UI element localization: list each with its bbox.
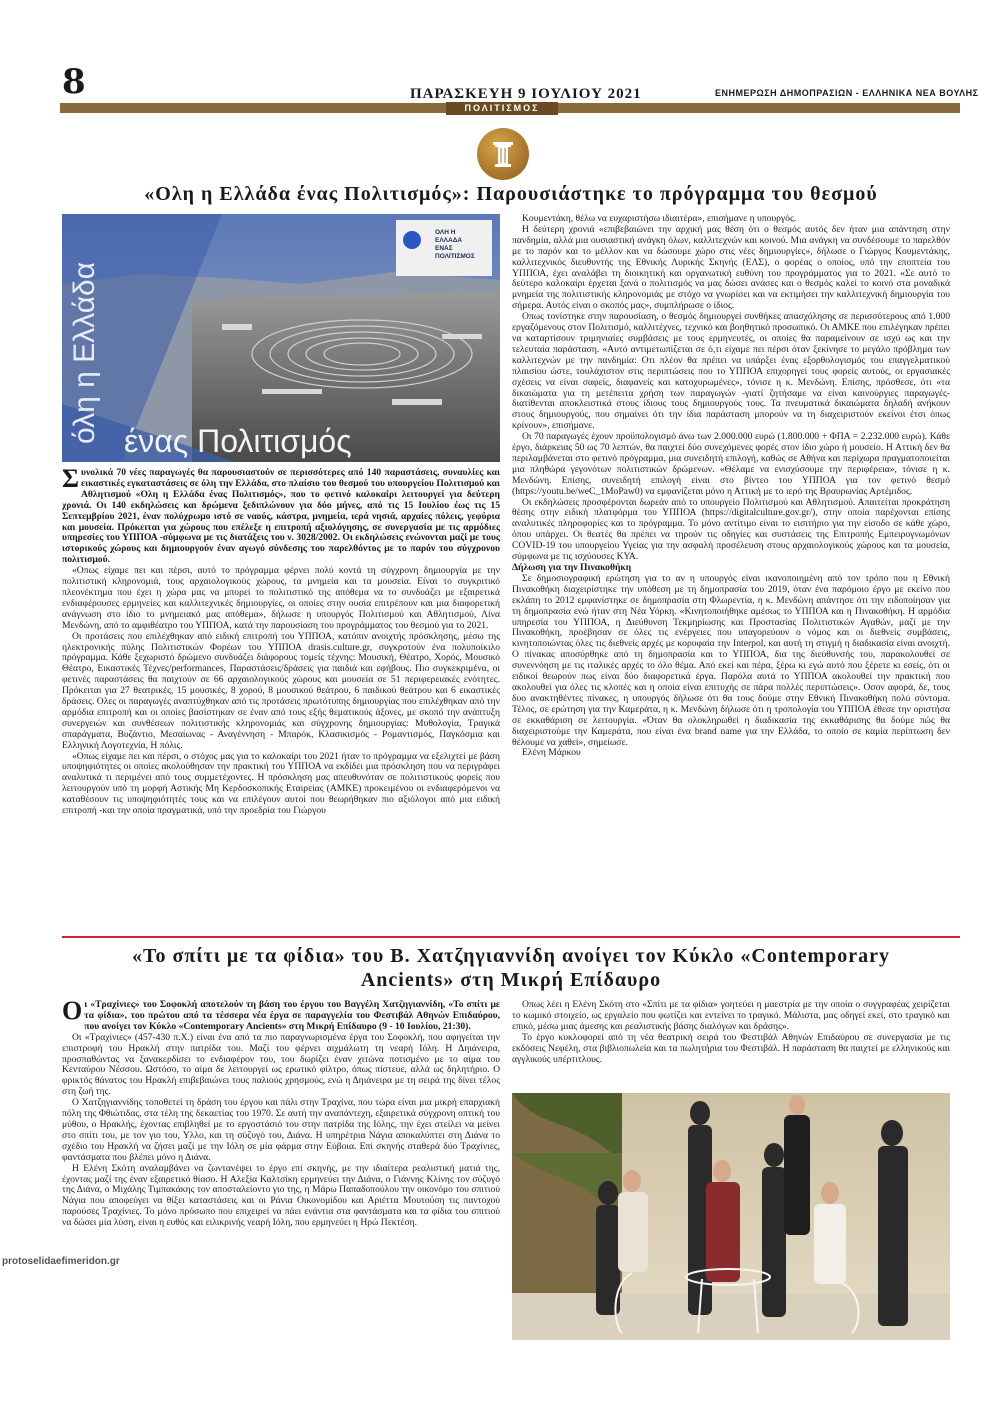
article2-left-column	[62, 996, 500, 1229]
paragraph: Ο Χατζηγιαννίδης τοποθετεί τη δράση του έργου και πάλι στην Τραχίνα, που τώρα είναι μια μικρή επαρχιακή πόλη της Φθιώτιδας, στα τέλη της δεκαετίας του 1970. Σε αυτή την αναπάντεχη, εξαιρετικά σύγχρονη οπτική του μύθου, ο Ηρακλής, έχοντας επιβληθεί με το εργοστάσιό του στην πατρίδα της Ιόλης, την έχει στείλει να μείνει στο σπίτι του, με τον γιο του, Υλλο, και τη σύζυγό του, Διάνα. Η υπηρέτρια Νάγια αποκαλύπτει στη Διάνα το σχέδιο του Ηρακλή να ζήσει μαζί με την Ιόλη σε μία φάρμα στην Εύβοια. Επί σκηνής σταθερά δύο Τραχίνιες, φαντάσματα που βλέπει μόνο η Διάνα.	[62, 1097, 500, 1163]
column-emblem-icon	[477, 128, 529, 180]
dropcap: Ο	[62, 996, 83, 1025]
paragraph: Η δεύτερη χρονιά «επιβεβαιώνει την αρχική μας θέση ότι ο θεσμός αυτός δεν ήταν μια απάντηση στην πανδημία, αλλά μια ουσιαστική ανάγκη όλων, καλλιτεχνών και κοινού. Μια ανάγκη να συνδέσουμε το παρελθόν με το παρόν και το μέλλον και να δώσουμε χώρο στις νέες δημιουργίες», δήλωσε ο Γιώργος Κουμεντάκης, καλλιτεχνικός διευθυντής της Εθνικής Λυρικής Σκηνής (ΕΛΣ), ο φορέας ο οποίος, υπό την εποπτεία του ΥΠΠΟΑ, έχει αναλάβει τη διοικητική και οργανωτική ευθύνη του προγράμματος για το 2021. «Σε αυτό το δεύτερο καλοκαίρι έρχεται ξανά ο πολιτισμός να μας δώσει ανάσες και ο θεσμός καλεί το κοινό στα μοναδικά μνημεία της πολιτιστικής κληρονομιάς με στόχο να γνωρίσει και να εκτιμήσει την καλλιτεχνική δημιουργία του σήμερα. Αυτός είναι ο σκοπός μας», συμπλήρωσε ο ίδιος.	[512, 223, 950, 312]
photo-vertical-text: όλη η Ελλάδα	[68, 261, 101, 444]
article2-headline-line2: Ancients» στη Μικρή Επίδαυρο	[360, 969, 662, 991]
article1-photo	[62, 214, 500, 462]
article1-right-column	[512, 214, 950, 759]
paragraph: «Οπως είχαμε πει και πέρσι, αυτό το πρόγραμμα φέρνει πολύ κοντά τη σύγχρονη δημιουργία με την πολιτιστική κληρονομιά, τους αρχαιολογικούς χώρους, τα μνημεία και τα μουσεία. Είναι το συγκριτικό πλεονέκτημα που έχει η χώρα μας να μπορεί το πολιτιστικό της απόθεμα να το συνδυάζει με εξαιρετικά ενδιαφέρουσες ερμηνείες και καλλιτεχνικές δημιουργίες, οι οποίες στην ουσία επιτρέπουν και μια διαφορετική ανάγνωση στο ίδιο το μνημειακό μας απόθεμα», δήλωσε η υπουργός Πολιτισμού και Αθλητισμού, Λίνα Μενδώνη, από το αμφιθέατρο του ΥΠΠΟΑ, κατά την παρουσίαση του προγράμματος του θεσμού για το 2021.	[62, 565, 500, 631]
article2-headline-line1: «Το σπίτι με τα φίδια» του Β. Χατζηγιαννίδη ανοίγει τον Κύκλο «Contemporary	[131, 945, 891, 967]
logo-line-1: ΟΛΗ Η	[435, 229, 456, 236]
subheading: Δήλωση για την Πινακοθήκη	[512, 562, 632, 573]
paragraph: Το έργο κυκλοφορεί από τη νέα θεατρική σειρά του Φεστιβάλ Αθηνών Επιδαύρου σε συνεργασία με τις εκδόσεις Νεφέλη, στα βιβλιοπωλεία και τα πωλητήρια του Φεστιβάλ. Η παράσταση θα παιχτεί με ελληνικούς και αγγλικούς υπέρτιτλους.	[512, 1031, 950, 1065]
logo-line-2: ΕΛΛΑΔΑ	[435, 237, 463, 244]
logo-line-4: ΠΟΛΙΤΙΣΜΟΣ	[435, 253, 475, 260]
paragraph: Η Ελένη Σκότη αναλαμβάνει να ζωντανέψει το έργο επί σκηνής, με την ιδιαίτερα ρεαλιστική ματιά της, έχοντας μαζί της έναν εξαιρετικό θίασο. Η Αλεξία Καλτσίκη ερμηνεύει την Διάνα, ο Γιάννης Κλίνης τον σύζυγό της Διάνα, ο Μιχάλης Τιμπακάκης τον αποσταλείοντο γιο της, η Μάρω Παπαδοπούλου την οικονόμο του σπιτιού Νάγια που αποφεύγει να θίξει καταστάσεις και οι Ράνια Οικονομίδου και Αριέττα Μουτούση τις παντοχού παρούσες Τραχίνιες. Το μόνο πρόσωπο που επιχειρεί να πάει ενάντια στα φαντάσματα και τα φίδια του σπιτιού να δώσει μία λύση, είναι η ευθύς και ειλικρινής νεαρή Ιόλη, που ερμηνεύει η Ηρώ Πεκτέση.	[62, 1162, 500, 1229]
issue-date: ΠΑΡΑΣΚΕΥΗ 9 ΙΟΥΛΙΟΥ 2021	[410, 86, 642, 102]
paragraph: Οι εκδηλώσεις προσφέρονται δωρεάν από το υπουργείο Πολιτισμού και Αθλητισμού. Απαιτείται προκράτηση θέσης στην ειδική πλατφόρμα του ΥΠΠΟΑ (https://digitalculture.gov.gr/), στην οποία παρέχονται επίσης αναλυτικές πληροφορίες και το πρόγραμμα. Το μόνο αντίτιμο είναι το εισιτήριο για την είσοδο σε κάθε χώρο, όπου υπάρχει. Οι θεατές θα πρέπει να τηρούν τις οδηγίες και συστάσεις της Επιτροπής Εμπειρογνωμόνων COVID-19 του υπουργείου Υγείας για την ασφαλή προσέλευση στους αρχαιολογικούς χώρους και τα μουσεία, σύμφωνα με τις ισχύουσες ΚΥΑ.	[512, 496, 950, 563]
paragraph: Σε δημοσιογραφική ερώτηση για το αν η υπουργός είναι ικανοποιημένη από τον τρόπο που η Εθνική Πινακοθήκη διαχειρίστηκε την υπόθεση με τη δημοπρασία του 2019, όταν ένα παρόμοιο έργο με εκείνο που εκλάπη το 2012 εμφανίστηκε σε δημοπρασία στη Φλωρεντία, η κ. Μενδώνη απάντησε ότι την ειδοποίησαν για τη δημοπρασία ενώ ήταν στη Νέα Υόρκη. «Κινητοποιήθηκε αμέσως το ΥΠΠΟΑ και η Πινακοθήκη. Η αρμόδια υπηρεσία του ΥΠΠΟΑ, η Διεύθυνση Τεκμηρίωσης και Προστασίας Πολιτιστικών Αγαθών, μαζί με την Πινακοθήκη, προέβησαν σε όλες τις ενέργειες που υπαγορεύουν ο νόμος και οι διεθνείς συμβάσεις, κινητοποιώντας όλες τις διεθνείς αρχές με κορυφαία την Interpol, και αυτή τη στιγμή η διαδικασία είναι ανοιχτή. Ο πίνακας αποσύρθηκε από τη δημοπρασία και το ΥΠΠΟΑ, δια της διεύθυνσής του, παρακολουθεί σε συνεννόηση με τις ιταλικές αρχές το όλο θέμα. Από εκεί και πέρα, ξέρω κι εγώ αυτό που ξέρετε κι εσείς, ότι οι ειδικοί θεωρούν πως είναι δύο διαφορετικά έργα. Παρόλα αυτά το ΥΠΠΟΑ ακολουθεί την πρακτική που ακολουθεί για όλες τις κλοπές και η οποία είναι επιτυχής σε πάρα πολλές περιπτώσεις». Οσον αφορά, δε, τους δυο ανακτηθέντες πίνακες, η υπουργός δήλωσε ότι θα τους δούμε στην Εθνική Πινακοθήκη πολύ σύντομα. Τέλος, σε ερώτηση για την Καμεράτα, η κ. Μενδώνη δήλωσε ότι η τροπολογία του ΥΠΠΟΑ έθεσε την οριστήσα σε εκκαθάριση σε λειτουργία. «Όταν θα ολοκληρωθεί η διαδικασία της εκκαθάρισης θα δούμε πώς θα διαχειριστούμε την Καμεράτα, που είναι ένα brand name για την Ελλάδα, το οποίο σε καμία περίπτωση δεν θέλουμε να χαθεί», σημείωσε.	[512, 572, 950, 748]
paragraph: Οι «Τραχίνιες» (457-430 π.Χ.) είναι ένα από τα πιο παραγνωρισμένα έργα του Σοφοκλή, που αφηγείται την επιστροφή του Ηρακλή στην πατρίδα του. Μαζί του φέρνει αιχμάλωτη τη νεαρή Ιόλη. Η Δηιάνειρα, προσπαθώντας να ξανακερδίσει το ενδιαφέρον του, του δωρίζει έναν χιτώνα ποτισμένο με το αίμα του Κενταύρου Νέσσου. Ωστόσο, το αίμα δε λειτουργεί ως ερωτικό φίλτρο, όπως πίστευε, αλλά ως δηλητήριο. Ο φρικτός θάνατος του Ηρακλή επιβεβαιώνει τους παλιούς χρησμούς, ενώ η Δηιάνειρα με τη σειρά της δίνει τέλος στη ζωή της.	[62, 1031, 500, 1098]
section-tag: ΠΟΛΙΤΙΣΜΟΣ	[446, 102, 558, 115]
article2-cast-photo	[512, 1093, 950, 1340]
photo-bottom-text: ένας Πολιτισμός	[124, 423, 352, 459]
article2-lead: ι «Τραχίνιες» του Σοφοκλή αποτελούν τη βάση του έργου του Βαγγέλη Χατζηγιαννίδη, «Το σπίτι με τα φίδια», του πρώτου από τα τέσσερα νέα έργα σε παραγγελία του Φεστιβάλ Αθηνών Επιδαύρου, που ανοίγει τον Κύκλο «Contemporary Ancients» στη Μικρή Επίδαυρο (9 - 10 Ιουλίου, 21:30).	[84, 999, 500, 1032]
article1-headline: «Ολη η Ελλάδα ένας Πολιτισμός»: Παρουσιάστηκε το πρόγραμμα του θεσμού	[144, 183, 878, 205]
paragraph: Οι 70 παραγωγές έχουν προϋπολογισμό άνω των 2.000.000 ευρώ (1.800.000 + ΦΠΑ = 2.232.000 ευρώ). Κάθε έργο, διάρκειας 50 ως 70 λεπτών, θα παιχτεί δύο συνεχόμενες φορές στον ίδιο χώρο ή μουσείο. Η Αττική δεν θα περιλαμβάνεται στο φετινό πρόγραμμα, μια συνειδητή επιλογή, καθώς σε Αθήνα και περίχωρα πραγματοποιείται μια πληθώρα γεγονότων πολιτιστικών δρώμενων. «Θέλαμε να ενισχύσουμε την περιφέρεια», τόνισε η κ. Μενδώνη. Επίσης, συνειδητή επιλογή είναι στο βίντεο του ΥΠΠΟΑ για τον φετινό θεσμό (https://youtu.be/weC_1MoPaw0) να εμφανίζεται μόνο η Αττική με το ιερό της Βραυρωνίας Αρτέμιδος.	[512, 431, 950, 497]
article2-headline	[62, 944, 960, 992]
newspaper-name: ΕΝΗΜΕΡΩΣΗ ΔΗΜΟΠΡΑΣΙΩΝ - ΕΛΛΗΝΙΚΑ ΝΕΑ ΒΟΥΛΗΣ	[715, 88, 979, 98]
article1-left-column	[62, 464, 500, 817]
paragraph: Οπως τονίστηκε στην παρουσίαση, ο θεσμός δημιουργεί συνθήκες απασχόλησης σε περισσότερους από 1.000 εργαζόμενους στον Πολιτισμό, καλλιτέχνες, τεχνικό και βοηθητικό προσωπικό. Οι ΑΜΚΕ που επιλέγηκαν πρέπει να καταρτίσουν τριμηνιαίες συμβάσεις με τους ερμηνευτές, οι οποίες θα παραμείνουν σε ισχύ ως και την τελευταία παράσταση. «Αυτό αντιμετωπίζεται σε ό,τι είχαμε πει πέρσι όταν ξεκίνησε το μεγάλο πρόβλημα των καλλιτεχνών με την πανδημία: Οτι πλέον θα πρέπει να υπάρξει ένας εξορθολογισμός του επαγγελματικού πλαισίου ώστε, τουλάχιστον στις περιπτώσεις που το ΥΠΠΟΑ επιχορηγεί τους φορείς αυτούς, οι εργασιακές σχέσεις να είναι σαφείς, διαφανείς και κατοχυρωμένες», τόνισε η κ. Μενδώνη. Επίσης, πρόσθεσε, ότι «τα δικαιώματα για τη μετέπειτα χρήση των παραγωγών -γιατί ζητήσαμε να είναι καινούργιες παραγωγές- διατίθενται αποκλειστικά στους ίδιους τους δημιουργούς τους. Τα πνευματικά δικαιώματα δηλαδή ανήκουν στους δημιουργούς, που σημαίνει ότι την ίδια παράσταση μπορούν να τη διαχειριστούν εκείνοι έτσι όπως κρίνουν», επισήμανε.	[512, 311, 950, 432]
paragraph: Οπως λέει η Ελένη Σκότη στο «Σπίτι με τα φίδια» γοητεύει η μαεστρία με την οποία ο συγγραφέας χειρίζεται το κωμικό στοιχείο, ως εργαλείο που φωτίζει και εντείνει το τραγικό. Μάλιστα, μας οδηγεί εκεί, στο τραγικό και επικό, μέσω μιας άμεσης και ρεαλιστικής βάσης διαλόγων και δράσης».	[512, 999, 950, 1032]
dropcap: Σ	[62, 464, 79, 493]
paragraph: Κουμεντάκη, θέλω να ευχαριστήσω ιδιαιτέρα», επισήμανε η υπουργός.	[522, 213, 797, 224]
article1-lead: υνολικά 70 νέες παραγωγές θα παρουσιαστούν σε περισσότερες από 140 παραστάσεις, συναυλίες και εικαστικές εγκαταστάσεις σε όλη την Ελλάδα, στο πλαίσιο του θεσμού του υπουργείου Πολιτισμού και Αθλητισμού «Ολη η Ελλάδα ένας Πολιτισμός», που το φετινό καλοκαίρι λειτουργεί για δεύτερη χρονιά. Οι 140 εκδηλώσεις και δρώμενα ξεδιπλώνουν για δύο μήνες, από τις 15 Ιουλίου έως τις 15 Σεπτεμβρίου 2021, έναν πολύχρωμο ιστό σε ναούς, κάστρα, μνημεία, ιερά νησιά, αρχαίες πόλεις, γεφύρια και μουσεία. Πρόκειται για χώρους που επέλεξε η επιτροπή αξιολόγησης, σε συνεργασία με τις αρμόδιες υπηρεσίες του ΥΠΠΟΑ -σύμφωνα με τις διατάξεις του ν. 3028/2002. Οι εκδηλώσεις ενώνονται μαζί με τους ιστορικούς χώρους και δημιουργούν έναν αγωγό σύνδεσης του παρελθόντος με το παρόν του σύγχρονου πολιτισμού.	[62, 467, 500, 566]
paragraph: Οι προτάσεις που επιλέχθηκαν από ειδική επιτροπή του ΥΠΠΟΑ, κατόπιν ανοιχτής πρόσκλησης, μέσω της ηλεκτρονικής πύλης Πολιτιστικών Φορέων του ΥΠΠΟΑ drasis.culture.gr, συγκροτούν ένα πολυποίκιλο πρόγραμμα. Κάθε ξεχωριστό δρώμενο συνδυάζει διάφορους τομείς τέχνης: Μουσική, Θέατρο, Χορός, Μουσικό Θέατρο, Εικαστικές Τέχνες/performances, Παραστάσεις/δράσεις για παιδιά και εφήβους. Πιο συγκεκριμένα, οι φετινές παραστάσεις θα παιχτούν σε 66 αρχαιολογικούς χώρους και μουσεία σε 51 περιφερειακές ενότητες. Πρόκειται για 27 θεατρικές, 15 μουσικές, 8 χορού, 8 μουσικού θεάτρου, 6 παιδικού θεάτρου και 6 εικαστικές δράσεις. Ολες οι παραγωγές αναπτύχθηκαν από τις προτάσεις πρωτότυπης δημιουργίας που επιλέχθηκαν από την αρμόδια επιτροπή και οι οποίες βασίστηκαν σε έναν από τους εξής θεματικούς άξονες, με σκοπό την ανάπτυξη συνεργειών και συνθέσεων πολιτιστικής κληρονομιάς και σύγχρονης δημιουργίας: Μυθολογία, Τραγικά σπαράγματα, Βυζάντιο, Μεσαίωνας - Αναγέννηση - Μπαρόκ, Κλασικισμός - Ρομαντισμός, Παγκόσμια και Ελληνική Λογοτεχνία, Η πόλις.	[62, 630, 500, 751]
article2-right-column	[512, 1000, 950, 1065]
site-watermark: protoselidaefimeridon.gr	[2, 1256, 120, 1267]
article-divider	[62, 936, 960, 938]
page-number: 8	[62, 62, 86, 102]
author-byline: Ελένη Μάρκου	[522, 747, 581, 759]
logo-line-3: ΕΝΑΣ	[435, 245, 453, 252]
paragraph: «Οπως είχαμε πει και πέρσι, ο στόχος μας για το καλοκαίρι του 2021 ήταν το πρόγραμμα να εξελιχτεί με βάση υποψηφιότητες οι οποίες ακολούθησαν την πρακτική του ΥΠΠΟΑ να εκδίδει μια πρόσκληση που να περιγράφει αναλυτικά τι περιμένει από τους συμμετέχοντες. Η πρόσκληση μας απευθυνόταν σε πολιτιστικούς φορείς που λειτουργούν υπό τη μορφή Αστικής Μη Κερδοσκοπικής Εταιρείας (ΑΜΚΕ) προκειμένου οι ενδιαφερόμενοι να καταθέσουν τις υποψηφιότητές τους και να επιλέγουν αυτοί που θεωρήθηκαν πιο αξιόλογοι από μια ειδική επιτροπή -και την οποία πραγματικά, υπό την προεδρία του Γιώργου	[62, 750, 500, 817]
